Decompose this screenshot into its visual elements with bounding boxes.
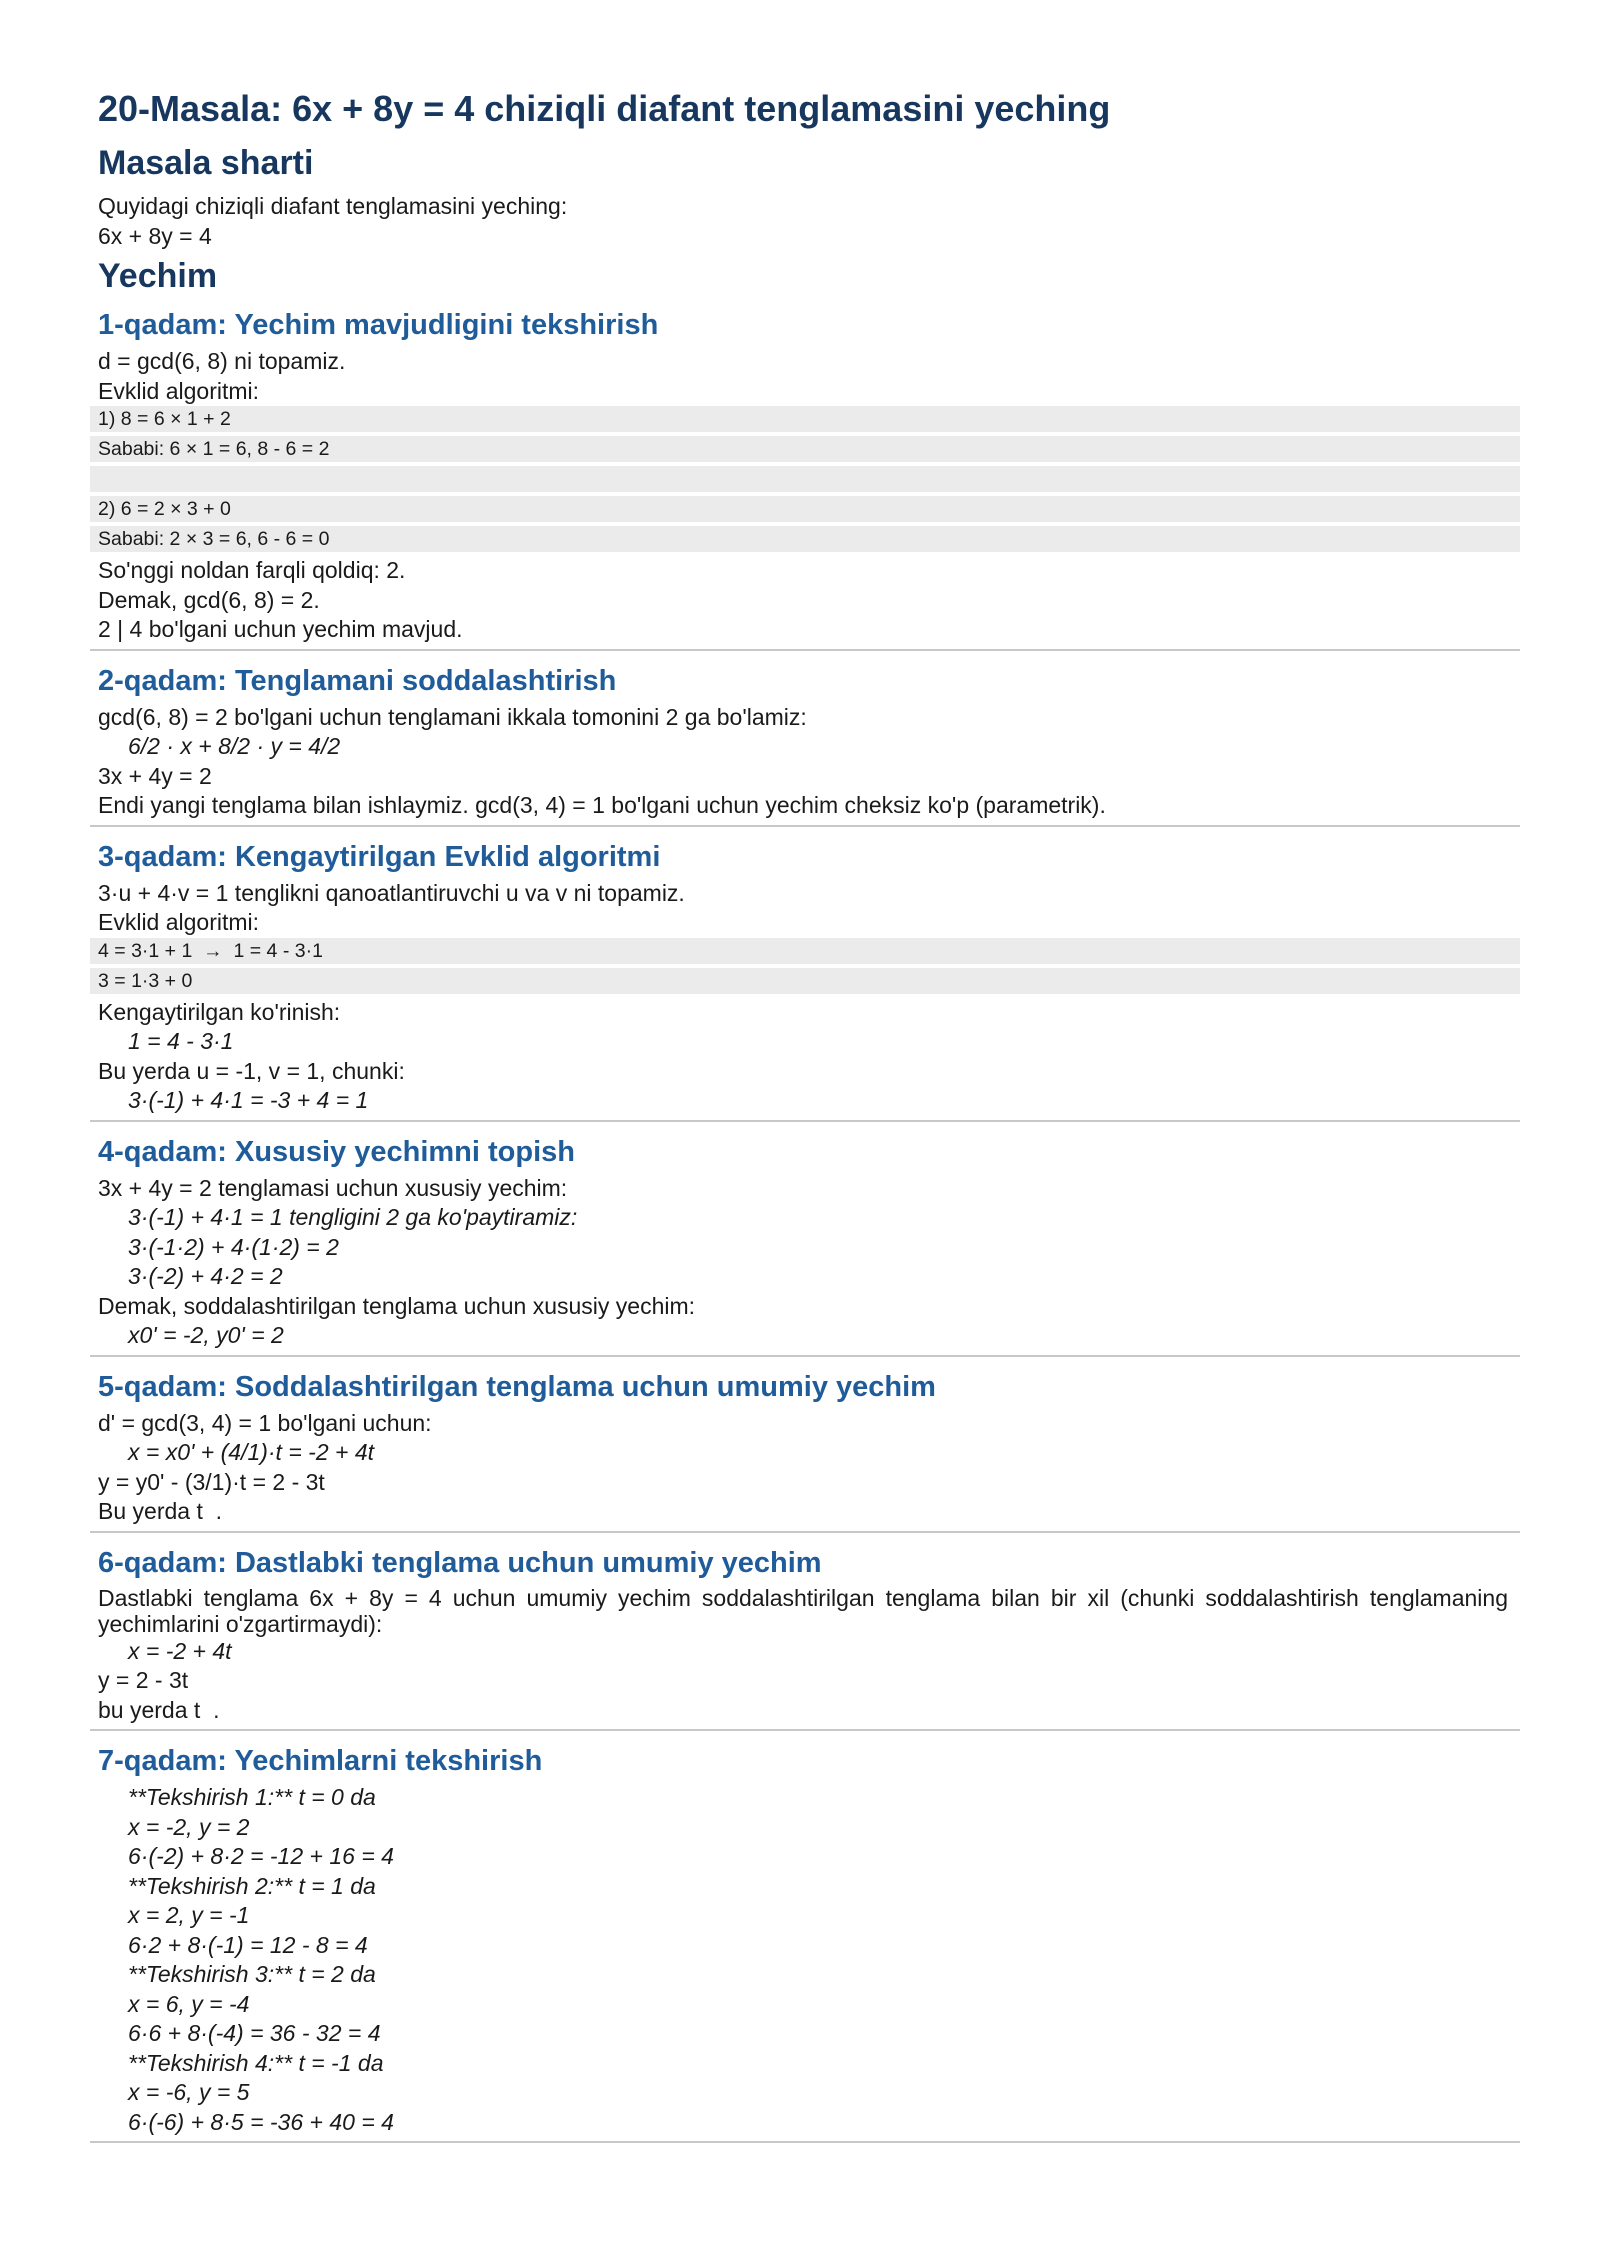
step-4-heading: 4-qadam: Xususiy yechimni topish <box>98 1135 575 1168</box>
step-1-text: 2 | 4 bo'lgani uchun yechim mavjud. <box>98 616 463 642</box>
condition-text: Quyidagi chiziqli diafant tenglamasini yeching: <box>98 193 568 219</box>
step-3-formula: 1 = 4 - 3·1 <box>128 1028 234 1054</box>
check-line: 6·6 + 8·(-4) = 36 - 32 = 4 <box>128 2020 381 2046</box>
step-1-text: So'nggi noldan farqli qoldiq: 2. <box>98 557 406 583</box>
step-4 <box>90 1132 1520 1357</box>
check-line: x = 6, y = -4 <box>128 1990 250 2017</box>
step-1 <box>90 305 1520 651</box>
step-5-formula: x = x0' + (4/1)·t = -2 + 4t <box>128 1439 375 1465</box>
step-6-formula: x = -2 + 4t <box>128 1637 232 1664</box>
step-2-heading: 2-qadam: Tenglamani soddalashtirish <box>98 664 617 697</box>
check-line: **Tekshirish 3:** t = 2 da <box>128 1961 376 1987</box>
step-4-formula: 3·(-1) + 4·1 = 1 tengligini 2 ga ko'paytiramiz: <box>128 1204 578 1230</box>
step-3 <box>90 837 1520 1122</box>
document <box>90 84 1520 2153</box>
step-4-formula: 3·(-1·2) + 4·(1·2) = 2 <box>128 1233 339 1260</box>
step-6 <box>90 1543 1520 1732</box>
step-3-heading: 3-qadam: Kengaytirilgan Evklid algoritmi <box>98 840 661 873</box>
step-5-text: y = y0' - (3/1)·t = 2 - 3t <box>98 1468 325 1495</box>
step-2 <box>90 661 1520 827</box>
check-line: 6·2 + 8·(-1) = 12 - 8 = 4 <box>128 1931 368 1958</box>
step-4-formula: x0' = -2, y0' = 2 <box>128 1322 284 1348</box>
check-line: **Tekshirish 2:** t = 1 da <box>128 1872 376 1899</box>
step-2-text: gcd(6, 8) = 2 bo'lgani uchun tenglamani ikkala tomonini 2 ga bo'lamiz: <box>98 703 807 730</box>
code-line: 3 = 1·3 + 0 <box>90 968 1520 994</box>
step-7 <box>90 1741 1520 2143</box>
code-line: Sababi: 6 × 1 = 6, 8 - 6 = 2 <box>90 436 1520 462</box>
step-3-text: 3·u + 4·v = 1 tenglikni qanoatlantiruvchi u va v ni topamiz. <box>98 879 685 906</box>
code-line <box>90 466 1520 492</box>
step-1-text: d = gcd(6, 8) ni topamiz. <box>98 348 346 374</box>
check-line: 6·(-2) + 8·2 = -12 + 16 = 4 <box>128 1843 394 1869</box>
step-1-text: Demak, gcd(6, 8) = 2. <box>98 586 320 613</box>
step-5-text: Bu yerda t . <box>98 1498 223 1524</box>
step-1-text: Evklid algoritmi: <box>98 377 260 404</box>
check-line: **Tekshirish 1:** t = 0 da <box>128 1784 376 1810</box>
code-line: 1) 8 = 6 × 1 + 2 <box>90 406 1520 432</box>
code-line: 2) 6 = 2 × 3 + 0 <box>90 496 1520 522</box>
code-line: 4 = 3·1 + 1 → 1 = 4 - 3·1 <box>90 938 1520 964</box>
step-6-text: y = 2 - 3t <box>98 1667 189 1693</box>
solution-heading: Yechim <box>98 257 218 295</box>
check-line: **Tekshirish 4:** t = -1 da <box>128 2049 384 2076</box>
step-6-text: Dastlabki tenglama 6x + 8y = 4 uchun umumiy yechim soddalashtirilgan tenglama bilan bir xil (chunki soddalashtirish tenglamaning yechimlarini o'zgartirmaydi): <box>98 1584 1515 1637</box>
check-line: x = -2, y = 2 <box>128 1813 250 1840</box>
step-6-text: bu yerda t . <box>98 1696 220 1723</box>
step-4-text: 3x + 4y = 2 tenglamasi uchun xususiy yechim: <box>98 1174 568 1201</box>
document-title: 20-Masala: 6x + 8y = 4 chiziqli diafant tenglamasini yeching <box>98 88 1111 129</box>
step-5-text: d' = gcd(3, 4) = 1 bo'lgani uchun: <box>98 1409 432 1436</box>
condition-heading: Masala sharti <box>98 144 314 182</box>
step-3-text: Evklid algoritmi: <box>98 909 260 935</box>
condition-equation: 6x + 8y = 4 <box>98 222 212 249</box>
step-3-text: Kengaytirilgan ko'rinish: <box>98 998 341 1025</box>
check-line: 6·(-6) + 8·5 = -36 + 40 = 4 <box>128 2108 394 2135</box>
step-4-formula: 3·(-2) + 4·2 = 2 <box>128 1263 283 1289</box>
check-line: x = -6, y = 5 <box>128 2079 250 2105</box>
step-4-text: Demak, soddalashtirilgan tenglama uchun xususiy yechim: <box>98 1292 696 1319</box>
code-line: Sababi: 2 × 3 = 6, 6 - 6 = 0 <box>90 526 1520 552</box>
step-2-text: Endi yangi tenglama bilan ishlaymiz. gcd(3, 4) = 1 bo'lgani uchun yechim cheksiz ko'p (parametrik). <box>98 792 1106 818</box>
step-2-text: 3x + 4y = 2 <box>98 762 212 789</box>
step-3-text: Bu yerda u = -1, v = 1, chunki: <box>98 1057 405 1084</box>
step-5 <box>90 1367 1520 1533</box>
check-line: x = 2, y = -1 <box>128 1902 250 1928</box>
step-3-formula: 3·(-1) + 4·1 = -3 + 4 = 1 <box>128 1087 369 1113</box>
step-6-heading: 6-qadam: Dastlabki tenglama uchun umumiy yechim <box>98 1546 822 1579</box>
step-1-heading: 1-qadam: Yechim mavjudligini tekshirish <box>98 309 659 341</box>
step-2-formula: 6/2 · x + 8/2 · y = 4/2 <box>128 733 341 759</box>
step-5-heading: 5-qadam: Soddalashtirilgan tenglama uchun umumiy yechim <box>98 1370 936 1403</box>
step-7-heading: 7-qadam: Yechimlarni tekshirish <box>98 1745 543 1777</box>
